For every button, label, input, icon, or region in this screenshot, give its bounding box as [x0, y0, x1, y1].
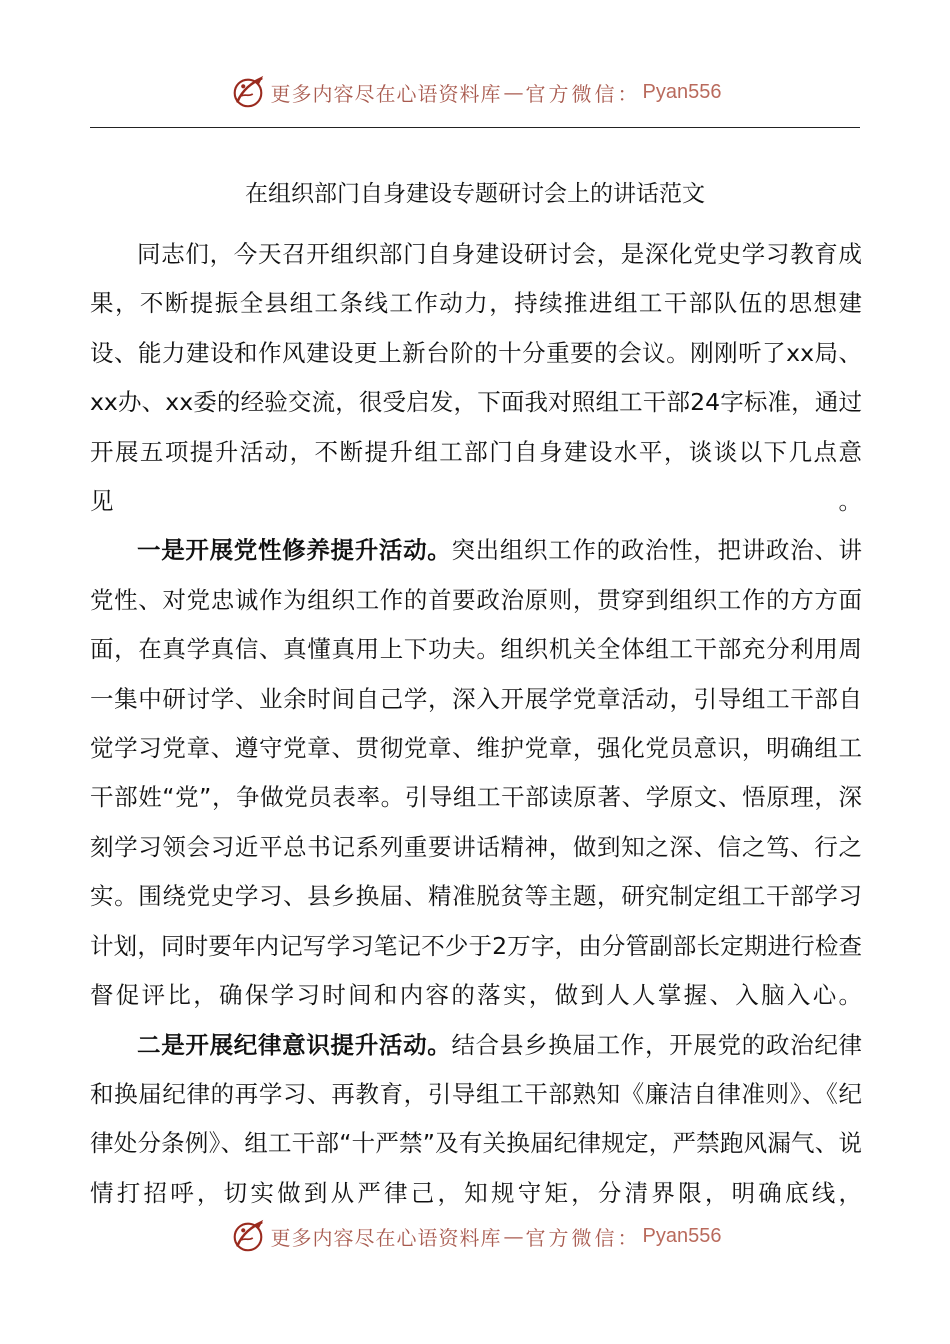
header-banner [0, 70, 950, 114]
banner-wechat-id: Pyan556 [642, 80, 722, 103]
banner-slogan: 更多内容尽在心语资料库 [270, 1225, 502, 1250]
section-2-text: 结合县乡换届工作，开展党的政治纪律和换届纪律的再学习、再教育，引导组工干部熟知《廉洁自律准则》、《纪律处分条例》、组工干部“十严禁”及有关换届纪律规定，严禁跑风漏气、说情打招呼，切实做到从严律己，知规守矩，分清界限，明确底线， [90, 1030, 863, 1207]
intro-paragraph: 同志们，今天召开组织部门自身建设研讨会，是深化党史学习教育成果，不断提振全县组工条线工作动力，持续推进组工干部队伍的思想建设、能力建设和作风建设更上新台阶的十分重要的会议。刚刚听了xx局、xx办、xx委的经验交流，很受启发，下面我对照组工干部24字标准，通过开展五项提升活动，不断提升组工部门自身建设水平，谈谈以下几点意见。 [90, 240, 862, 516]
banner-separator: — [503, 1224, 524, 1248]
section-1-heading: 一是开展党性修养提升活动。 [137, 536, 452, 565]
banner-wechat-id: Pyan556 [642, 1224, 722, 1247]
header-divider [90, 127, 860, 128]
document-body [90, 230, 862, 1218]
pen-nib-swirl-logo-icon [229, 1217, 267, 1255]
banner-wechat-label: 官方微信： [525, 1225, 641, 1250]
pen-nib-swirl-logo-icon [229, 73, 267, 111]
section-1-text: 突出组织工作的政治性，把讲政治、讲党性、对党忠诚作为组织工作的首要政治原则，贯穿到组织工作的方方面面，在真学真信、真懂真用上下功夫。组织机关全体组工干部充分利用周一集中研讨学、业余时间自己学，深入开展学党章活动，引导组工干部自觉学习党章、遵守党章、贯彻党章、维护党章，强化党员意识，明确组工干部姓“党”，争做党员表率。引导组工干部读原著、学原文、悟原理，深刻学习领会习近平总书记系列重要讲话精神，做到知之深、信之笃、行之实。围绕党史学习、县乡换届、精准脱贫等主题，研究制定组工干部学习计划，同时要年内记写学习笔记不少于2万字，由分管副部长定期进行检查督促评比，确保学习时间和内容的落实，做到人人掌握、入脑入心。 [90, 536, 863, 1010]
section-2-heading: 二是开展纪律意识提升活动。 [137, 1030, 452, 1059]
banner-slogan: 更多内容尽在心语资料库 [270, 81, 502, 106]
footer-banner [0, 1214, 950, 1258]
banner-wechat-label: 官方微信： [525, 81, 641, 106]
document-title: 在组织部门自身建设专题研讨会上的讲话范文 [245, 181, 705, 207]
section-2-paragraph [90, 1021, 862, 1219]
banner-separator: — [503, 80, 524, 104]
section-1-paragraph [90, 526, 862, 1020]
